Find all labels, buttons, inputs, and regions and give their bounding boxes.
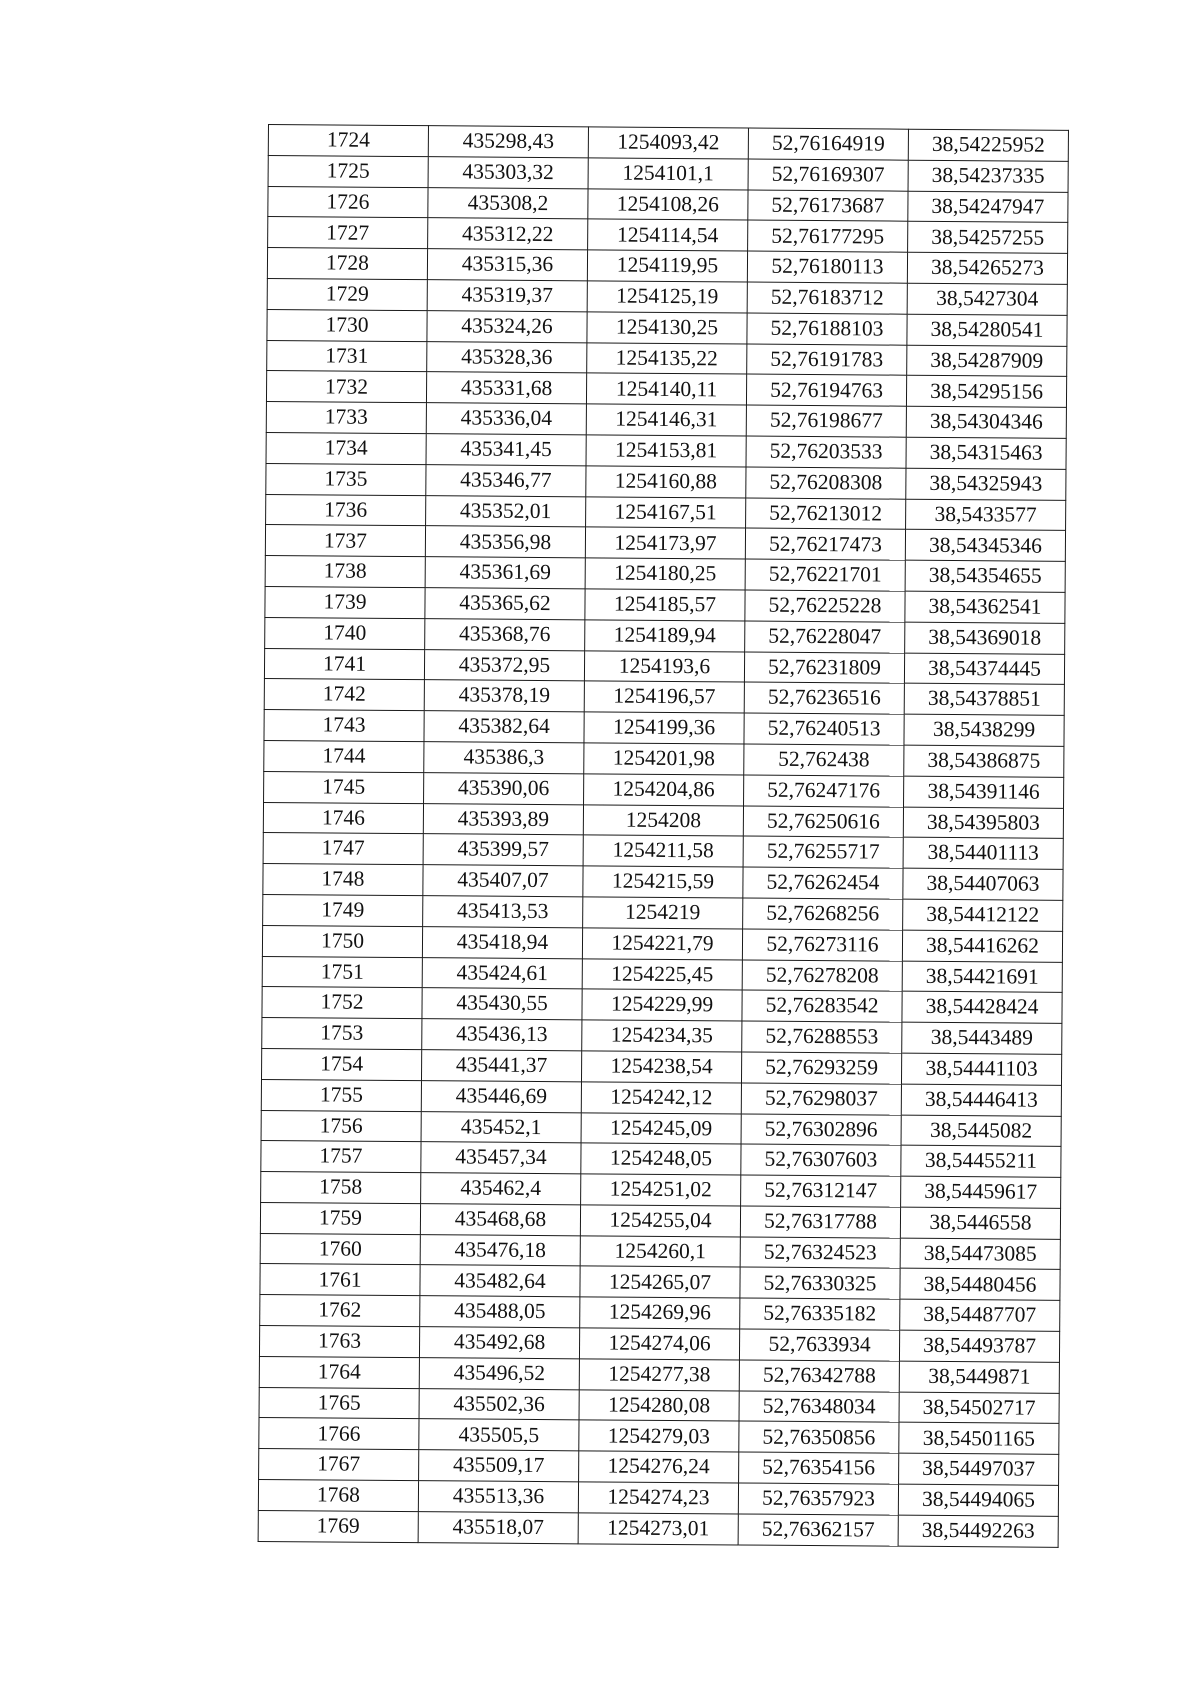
y-coordinate-cell: 1254269,96 <box>580 1297 740 1329</box>
latitude-cell: 52,76330325 <box>740 1267 900 1299</box>
point-number-cell: 1756 <box>261 1110 421 1142</box>
x-coordinate-cell: 435452,1 <box>421 1111 581 1143</box>
x-coordinate-cell: 435390,06 <box>424 772 584 804</box>
latitude-cell: 52,76262454 <box>743 867 903 899</box>
y-coordinate-cell: 1254234,35 <box>582 1020 742 1052</box>
longitude-cell: 38,54494065 <box>898 1484 1058 1516</box>
latitude-cell: 52,76302896 <box>741 1113 901 1145</box>
y-coordinate-cell: 1254201,98 <box>584 743 744 775</box>
y-coordinate-cell: 1254204,86 <box>584 774 744 806</box>
point-number-cell: 1728 <box>267 248 427 280</box>
y-coordinate-cell: 1254255,04 <box>580 1205 740 1237</box>
latitude-cell: 52,76183712 <box>747 282 907 314</box>
latitude-cell: 52,76335182 <box>740 1298 900 1330</box>
x-coordinate-cell: 435331,68 <box>426 372 586 404</box>
x-coordinate-cell: 435492,68 <box>419 1327 579 1359</box>
y-coordinate-cell: 1254274,23 <box>578 1482 738 1514</box>
x-coordinate-cell: 435468,68 <box>420 1204 580 1236</box>
y-coordinate-cell: 1254140,11 <box>586 373 746 405</box>
y-coordinate-cell: 1254215,59 <box>583 866 743 898</box>
x-coordinate-cell: 435462,4 <box>421 1173 581 1205</box>
y-coordinate-cell: 1254146,31 <box>586 404 746 436</box>
latitude-cell: 52,76208308 <box>746 467 906 499</box>
point-number-cell: 1737 <box>265 525 425 557</box>
longitude-cell: 38,54502717 <box>899 1392 1059 1424</box>
y-coordinate-cell: 1254276,24 <box>579 1451 739 1483</box>
y-coordinate-cell: 1254153,81 <box>586 435 746 467</box>
longitude-cell: 38,5433577 <box>906 499 1066 531</box>
latitude-cell: 52,76362157 <box>738 1514 898 1546</box>
point-number-cell: 1751 <box>262 956 422 988</box>
point-number-cell: 1742 <box>264 679 424 711</box>
latitude-cell: 52,76164919 <box>748 128 908 160</box>
point-number-cell: 1732 <box>266 371 426 403</box>
point-number-cell: 1730 <box>267 309 427 341</box>
longitude-cell: 38,54395803 <box>903 807 1063 839</box>
longitude-cell: 38,54412122 <box>903 899 1063 931</box>
latitude-cell: 52,76350856 <box>739 1421 899 1453</box>
y-coordinate-cell: 1254135,22 <box>587 342 747 374</box>
point-number-cell: 1745 <box>264 771 424 803</box>
point-number-cell: 1758 <box>261 1172 421 1204</box>
x-coordinate-cell: 435341,45 <box>426 434 586 466</box>
y-coordinate-cell: 1254199,36 <box>584 712 744 744</box>
point-number-cell: 1753 <box>262 1018 422 1050</box>
latitude-cell: 52,76191783 <box>747 344 907 376</box>
latitude-cell: 52,76324523 <box>740 1237 900 1269</box>
longitude-cell: 38,54421691 <box>902 961 1062 993</box>
latitude-cell: 52,76342788 <box>739 1360 899 1392</box>
latitude-cell: 52,76288553 <box>742 1021 902 1053</box>
longitude-cell: 38,54374445 <box>904 653 1064 685</box>
longitude-cell: 38,54480456 <box>900 1269 1060 1301</box>
y-coordinate-cell: 1254251,02 <box>581 1174 741 1206</box>
longitude-cell: 38,54378851 <box>904 684 1064 716</box>
x-coordinate-cell: 435418,94 <box>422 926 582 958</box>
longitude-cell: 38,54354655 <box>905 560 1065 592</box>
point-number-cell: 1749 <box>263 894 423 926</box>
x-coordinate-cell: 435505,5 <box>419 1419 579 1451</box>
y-coordinate-cell: 1254225,45 <box>582 958 742 990</box>
point-number-cell: 1725 <box>268 155 428 187</box>
x-coordinate-cell: 435399,57 <box>423 834 583 866</box>
latitude-cell: 52,76278208 <box>742 960 902 992</box>
x-coordinate-cell: 435303,32 <box>428 156 588 188</box>
longitude-cell: 38,54295156 <box>906 376 1066 408</box>
x-coordinate-cell: 435356,98 <box>425 526 585 558</box>
latitude-cell: 52,76348034 <box>739 1391 899 1423</box>
latitude-cell: 52,76173687 <box>748 190 908 222</box>
longitude-cell: 38,54280541 <box>907 314 1067 346</box>
point-number-cell: 1724 <box>268 125 428 157</box>
longitude-cell: 38,54362541 <box>905 591 1065 623</box>
point-number-cell: 1740 <box>265 617 425 649</box>
y-coordinate-cell: 1254130,25 <box>587 312 747 344</box>
point-number-cell: 1765 <box>259 1387 419 1419</box>
latitude-cell: 52,76307603 <box>741 1144 901 1176</box>
latitude-cell: 52,76354156 <box>739 1452 899 1484</box>
point-number-cell: 1766 <box>259 1418 419 1450</box>
x-coordinate-cell: 435496,52 <box>419 1358 579 1390</box>
longitude-cell: 38,54501165 <box>899 1423 1059 1455</box>
x-coordinate-cell: 435372,95 <box>424 649 584 681</box>
x-coordinate-cell: 435308,2 <box>428 187 588 219</box>
longitude-cell: 38,54487707 <box>900 1299 1060 1331</box>
point-number-cell: 1769 <box>258 1510 418 1542</box>
latitude-cell: 52,76225228 <box>745 590 905 622</box>
longitude-cell: 38,5445082 <box>901 1115 1061 1147</box>
x-coordinate-cell: 435502,36 <box>419 1388 579 1420</box>
longitude-cell: 38,54265273 <box>907 252 1067 284</box>
y-coordinate-cell: 1254196,57 <box>584 681 744 713</box>
point-number-cell: 1741 <box>264 648 424 680</box>
latitude-cell: 52,76169307 <box>748 159 908 191</box>
longitude-cell: 38,54497037 <box>899 1453 1059 1485</box>
x-coordinate-cell: 435365,62 <box>425 588 585 620</box>
point-number-cell: 1735 <box>266 463 426 495</box>
point-number-cell: 1752 <box>262 987 422 1019</box>
latitude-cell: 52,76188103 <box>747 313 907 345</box>
point-number-cell: 1762 <box>260 1295 420 1327</box>
x-coordinate-cell: 435346,77 <box>426 464 586 496</box>
point-number-cell: 1739 <box>265 586 425 618</box>
table-row <box>258 1510 1058 1547</box>
x-coordinate-cell: 435509,17 <box>419 1450 579 1482</box>
x-coordinate-cell: 435488,05 <box>420 1296 580 1328</box>
coordinates-table <box>258 124 1069 1547</box>
latitude-cell: 52,76298037 <box>741 1083 901 1115</box>
x-coordinate-cell: 435378,19 <box>424 680 584 712</box>
y-coordinate-cell: 1254119,95 <box>587 250 747 282</box>
x-coordinate-cell: 435424,61 <box>422 957 582 989</box>
longitude-cell: 38,54416262 <box>902 930 1062 962</box>
latitude-cell: 52,76283542 <box>742 990 902 1022</box>
longitude-cell: 38,54225952 <box>908 129 1068 161</box>
point-number-cell: 1761 <box>260 1264 420 1296</box>
longitude-cell: 38,54446413 <box>901 1084 1061 1116</box>
latitude-cell: 52,76273116 <box>742 929 902 961</box>
longitude-cell: 38,54304346 <box>906 406 1066 438</box>
point-number-cell: 1727 <box>268 217 428 249</box>
y-coordinate-cell: 1254273,01 <box>578 1513 738 1545</box>
y-coordinate-cell: 1254173,97 <box>585 527 745 559</box>
latitude-cell: 52,76247176 <box>744 775 904 807</box>
y-coordinate-cell: 1254221,79 <box>582 928 742 960</box>
latitude-cell: 52,76203533 <box>746 436 906 468</box>
y-coordinate-cell: 1254219 <box>583 897 743 929</box>
latitude-cell: 52,76213012 <box>746 498 906 530</box>
x-coordinate-cell: 435436,13 <box>422 1019 582 1051</box>
y-coordinate-cell: 1254160,88 <box>586 466 746 498</box>
longitude-cell: 38,54315463 <box>906 437 1066 469</box>
latitude-cell: 52,76221701 <box>745 559 905 591</box>
x-coordinate-cell: 435413,53 <box>423 896 583 928</box>
x-coordinate-cell: 435382,64 <box>424 711 584 743</box>
point-number-cell: 1754 <box>261 1048 421 1080</box>
x-coordinate-cell: 435319,37 <box>427 280 587 312</box>
x-coordinate-cell: 435441,37 <box>421 1050 581 1082</box>
y-coordinate-cell: 1254242,12 <box>581 1082 741 1114</box>
x-coordinate-cell: 435518,07 <box>418 1511 578 1543</box>
y-coordinate-cell: 1254279,03 <box>579 1420 739 1452</box>
y-coordinate-cell: 1254108,26 <box>588 188 748 220</box>
longitude-cell: 38,54492263 <box>898 1515 1058 1547</box>
longitude-cell: 38,54257255 <box>908 222 1068 254</box>
x-coordinate-cell: 435386,3 <box>424 742 584 774</box>
latitude-cell: 52,76236516 <box>744 682 904 714</box>
longitude-cell: 38,54401113 <box>903 838 1063 870</box>
y-coordinate-cell: 1254180,25 <box>585 558 745 590</box>
longitude-cell: 38,54441103 <box>901 1053 1061 1085</box>
x-coordinate-cell: 435336,04 <box>426 403 586 435</box>
latitude-cell: 52,76317788 <box>740 1206 900 1238</box>
y-coordinate-cell: 1254208 <box>583 804 743 836</box>
y-coordinate-cell: 1254125,19 <box>587 281 747 313</box>
latitude-cell: 52,762438 <box>744 744 904 776</box>
y-coordinate-cell: 1254260,1 <box>580 1236 740 1268</box>
longitude-cell: 38,5427304 <box>907 283 1067 315</box>
longitude-cell: 38,54493787 <box>899 1330 1059 1362</box>
x-coordinate-cell: 435482,64 <box>420 1265 580 1297</box>
point-number-cell: 1748 <box>263 864 423 896</box>
point-number-cell: 1767 <box>259 1449 419 1481</box>
x-coordinate-cell: 435328,36 <box>427 341 587 373</box>
point-number-cell: 1747 <box>263 833 423 865</box>
y-coordinate-cell: 1254185,57 <box>585 589 745 621</box>
x-coordinate-cell: 435430,55 <box>422 988 582 1020</box>
y-coordinate-cell: 1254229,99 <box>582 989 742 1021</box>
point-number-cell: 1759 <box>260 1202 420 1234</box>
x-coordinate-cell: 435352,01 <box>426 495 586 527</box>
latitude-cell: 52,76194763 <box>746 374 906 406</box>
y-coordinate-cell: 1254248,05 <box>581 1143 741 1175</box>
x-coordinate-cell: 435324,26 <box>427 310 587 342</box>
latitude-cell: 52,76231809 <box>744 652 904 684</box>
longitude-cell: 38,54391146 <box>904 776 1064 808</box>
point-number-cell: 1734 <box>266 432 426 464</box>
x-coordinate-cell: 435513,36 <box>418 1481 578 1513</box>
longitude-cell: 38,54345346 <box>905 530 1065 562</box>
longitude-cell: 38,54247947 <box>908 191 1068 223</box>
x-coordinate-cell: 435393,89 <box>423 803 583 835</box>
x-coordinate-cell: 435312,22 <box>428 218 588 250</box>
longitude-cell: 38,54237335 <box>908 160 1068 192</box>
point-number-cell: 1746 <box>263 802 423 834</box>
latitude-cell: 52,76357923 <box>738 1483 898 1515</box>
y-coordinate-cell: 1254245,09 <box>581 1112 741 1144</box>
y-coordinate-cell: 1254101,1 <box>588 158 748 190</box>
x-coordinate-cell: 435298,43 <box>428 126 588 158</box>
point-number-cell: 1763 <box>259 1326 419 1358</box>
y-coordinate-cell: 1254167,51 <box>586 496 746 528</box>
point-number-cell: 1750 <box>262 925 422 957</box>
longitude-cell: 38,5446558 <box>900 1207 1060 1239</box>
y-coordinate-cell: 1254114,54 <box>588 219 748 251</box>
longitude-cell: 38,54428424 <box>902 991 1062 1023</box>
point-number-cell: 1768 <box>258 1480 418 1512</box>
longitude-cell: 38,5449871 <box>899 1361 1059 1393</box>
latitude-cell: 52,76177295 <box>748 220 908 252</box>
y-coordinate-cell: 1254277,38 <box>579 1359 739 1391</box>
y-coordinate-cell: 1254265,07 <box>580 1266 740 1298</box>
point-number-cell: 1733 <box>266 402 426 434</box>
latitude-cell: 52,7633934 <box>739 1329 899 1361</box>
point-number-cell: 1760 <box>260 1233 420 1265</box>
y-coordinate-cell: 1254093,42 <box>588 127 748 159</box>
point-number-cell: 1764 <box>259 1356 419 1388</box>
y-coordinate-cell: 1254274,06 <box>579 1328 739 1360</box>
latitude-cell: 52,76268256 <box>743 898 903 930</box>
latitude-cell: 52,76228047 <box>745 621 905 653</box>
longitude-cell: 38,54325943 <box>906 468 1066 500</box>
x-coordinate-cell: 435368,76 <box>425 618 585 650</box>
point-number-cell: 1755 <box>261 1079 421 1111</box>
coordinates-table-container <box>258 124 1068 1547</box>
longitude-cell: 38,5443489 <box>902 1022 1062 1054</box>
point-number-cell: 1738 <box>265 556 425 588</box>
longitude-cell: 38,54459617 <box>901 1176 1061 1208</box>
latitude-cell: 52,76250616 <box>743 806 903 838</box>
y-coordinate-cell: 1254211,58 <box>583 835 743 867</box>
y-coordinate-cell: 1254238,54 <box>581 1051 741 1083</box>
point-number-cell: 1744 <box>264 740 424 772</box>
latitude-cell: 52,76217473 <box>745 528 905 560</box>
x-coordinate-cell: 435476,18 <box>420 1234 580 1266</box>
longitude-cell: 38,54287909 <box>907 345 1067 377</box>
x-coordinate-cell: 435457,34 <box>421 1142 581 1174</box>
latitude-cell: 52,76312147 <box>741 1175 901 1207</box>
point-number-cell: 1743 <box>264 710 424 742</box>
longitude-cell: 38,54455211 <box>901 1145 1061 1177</box>
latitude-cell: 52,76180113 <box>747 251 907 283</box>
latitude-cell: 52,76240513 <box>744 713 904 745</box>
y-coordinate-cell: 1254189,94 <box>585 620 745 652</box>
point-number-cell: 1729 <box>267 278 427 310</box>
point-number-cell: 1736 <box>266 494 426 526</box>
x-coordinate-cell: 435361,69 <box>425 557 585 589</box>
y-coordinate-cell: 1254193,6 <box>584 650 744 682</box>
longitude-cell: 38,54473085 <box>900 1238 1060 1270</box>
coordinates-table-body <box>258 125 1068 1547</box>
x-coordinate-cell: 435407,07 <box>423 865 583 897</box>
x-coordinate-cell: 435315,36 <box>427 249 587 281</box>
point-number-cell: 1731 <box>267 340 427 372</box>
latitude-cell: 52,76293259 <box>741 1052 901 1084</box>
longitude-cell: 38,54369018 <box>905 622 1065 654</box>
longitude-cell: 38,5438299 <box>904 714 1064 746</box>
longitude-cell: 38,54407063 <box>903 868 1063 900</box>
latitude-cell: 52,76255717 <box>743 836 903 868</box>
longitude-cell: 38,54386875 <box>904 745 1064 777</box>
y-coordinate-cell: 1254280,08 <box>579 1389 739 1421</box>
point-number-cell: 1757 <box>261 1141 421 1173</box>
point-number-cell: 1726 <box>268 186 428 218</box>
latitude-cell: 52,76198677 <box>746 405 906 437</box>
x-coordinate-cell: 435446,69 <box>421 1080 581 1112</box>
